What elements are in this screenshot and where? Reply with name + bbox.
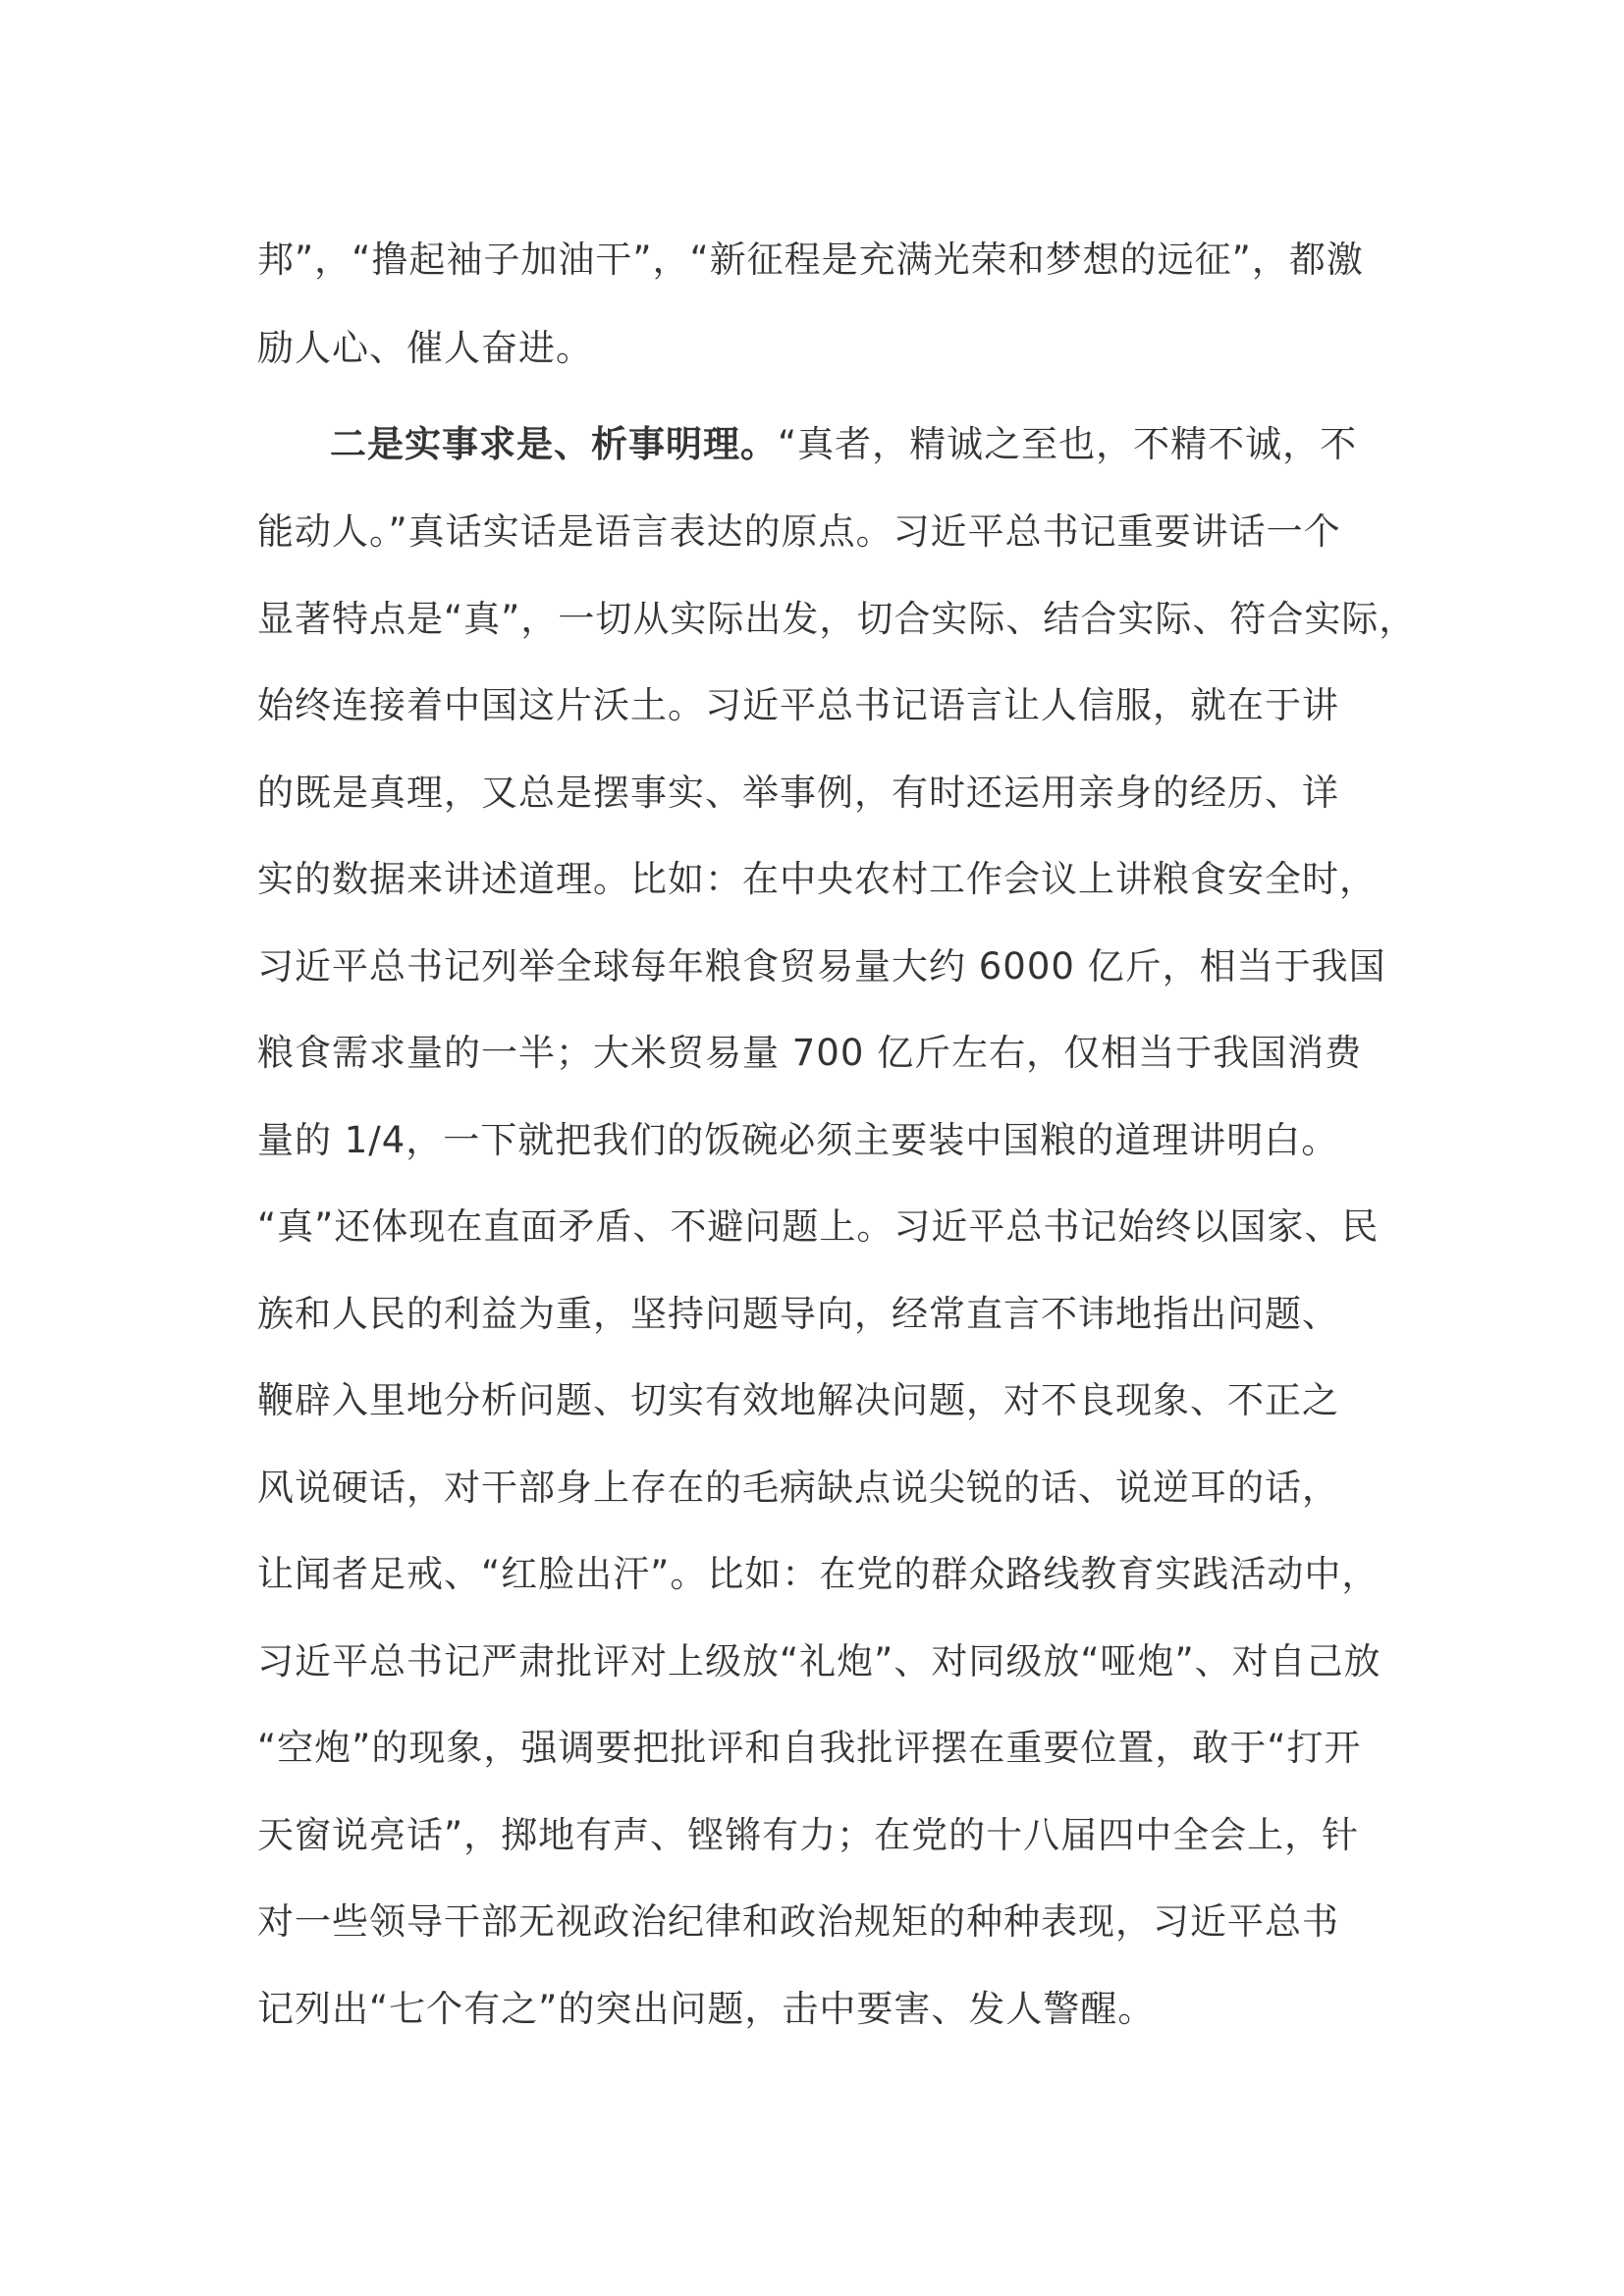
section-heading: 二是实事求是、析事明理。 (330, 423, 778, 465)
text-line: 的既是真理，又总是摆事实、举事例，有时还运用亲身的经历、详 (257, 772, 1339, 814)
text-line: “真”还体现在直面矛盾、不避问题上。习近平总书记始终以国家、民 (257, 1205, 1380, 1248)
text-line: 族和人民的利益为重，坚持问题导向，经常直言不讳地指出问题、 (257, 1293, 1339, 1335)
text-line: 实的数据来讲述道理。比如：在中央农村工作会议上讲粮食安全时， (257, 858, 1377, 900)
text-line: 能动人。”真话实话是语言表达的原点。习近平总书记重要讲话一个 (257, 510, 1341, 553)
text-line: 粮食需求量的一半；大米贸易量 700 亿斤左右，仅相当于我国消费 (257, 1032, 1363, 1074)
text-line: 习近平总书记严肃批评对上级放“礼炮”、对同级放“哑炮”、对自己放 (257, 1640, 1381, 1682)
text-line: 天窗说亮话”，掷地有声、铿锵有力；在党的十八届四中全会上，针 (257, 1814, 1360, 1856)
text-line: 对一些领导干部无视政治纪律和政治规矩的种种表现，习近平总书 (257, 1900, 1339, 1943)
text-line: “空炮”的现象，强调要把批评和自我批评摆在重要位置，敢于“打开 (257, 1727, 1362, 1769)
text-line: 让闻者足戒、“红脸出汗”。比如：在党的群众路线教育实践活动中， (257, 1553, 1380, 1595)
text-line: 励人心、催人奋进。 (257, 327, 593, 369)
text-line: 风说硬话，对干部身上存在的毛病缺点说尖锐的话、说逆耳的话， (257, 1467, 1339, 1509)
text-line: 习近平总书记列举全球每年粮食贸易量大约 6000 亿斤，相当于我国 (257, 945, 1386, 988)
text-line: 邦”，“撸起袖子加油干”，“新征程是充满光荣和梦想的远征”，都激 (257, 239, 1364, 281)
text-line: 鞭辟入里地分析问题、切实有效地解决问题，对不良现象、不正之 (257, 1379, 1339, 1421)
paragraph-first-line (330, 415, 1357, 474)
text-line-rest: “真者，精诚之至也，不精不诚，不 (778, 423, 1358, 465)
text-line: 始终连接着中国这片沃土。习近平总书记语言让人信服，就在于讲 (257, 684, 1339, 726)
text-line: 量的 1/4，一下就把我们的饭碗必须主要装中国粮的道理讲明白。 (257, 1119, 1339, 1161)
text-line: 记列出“七个有之”的突出问题，击中要害、发人警醒。 (257, 1988, 1156, 2030)
text-line: 显著特点是“真”，一切从实际出发，切合实际、结合实际、符合实际， (257, 598, 1417, 640)
